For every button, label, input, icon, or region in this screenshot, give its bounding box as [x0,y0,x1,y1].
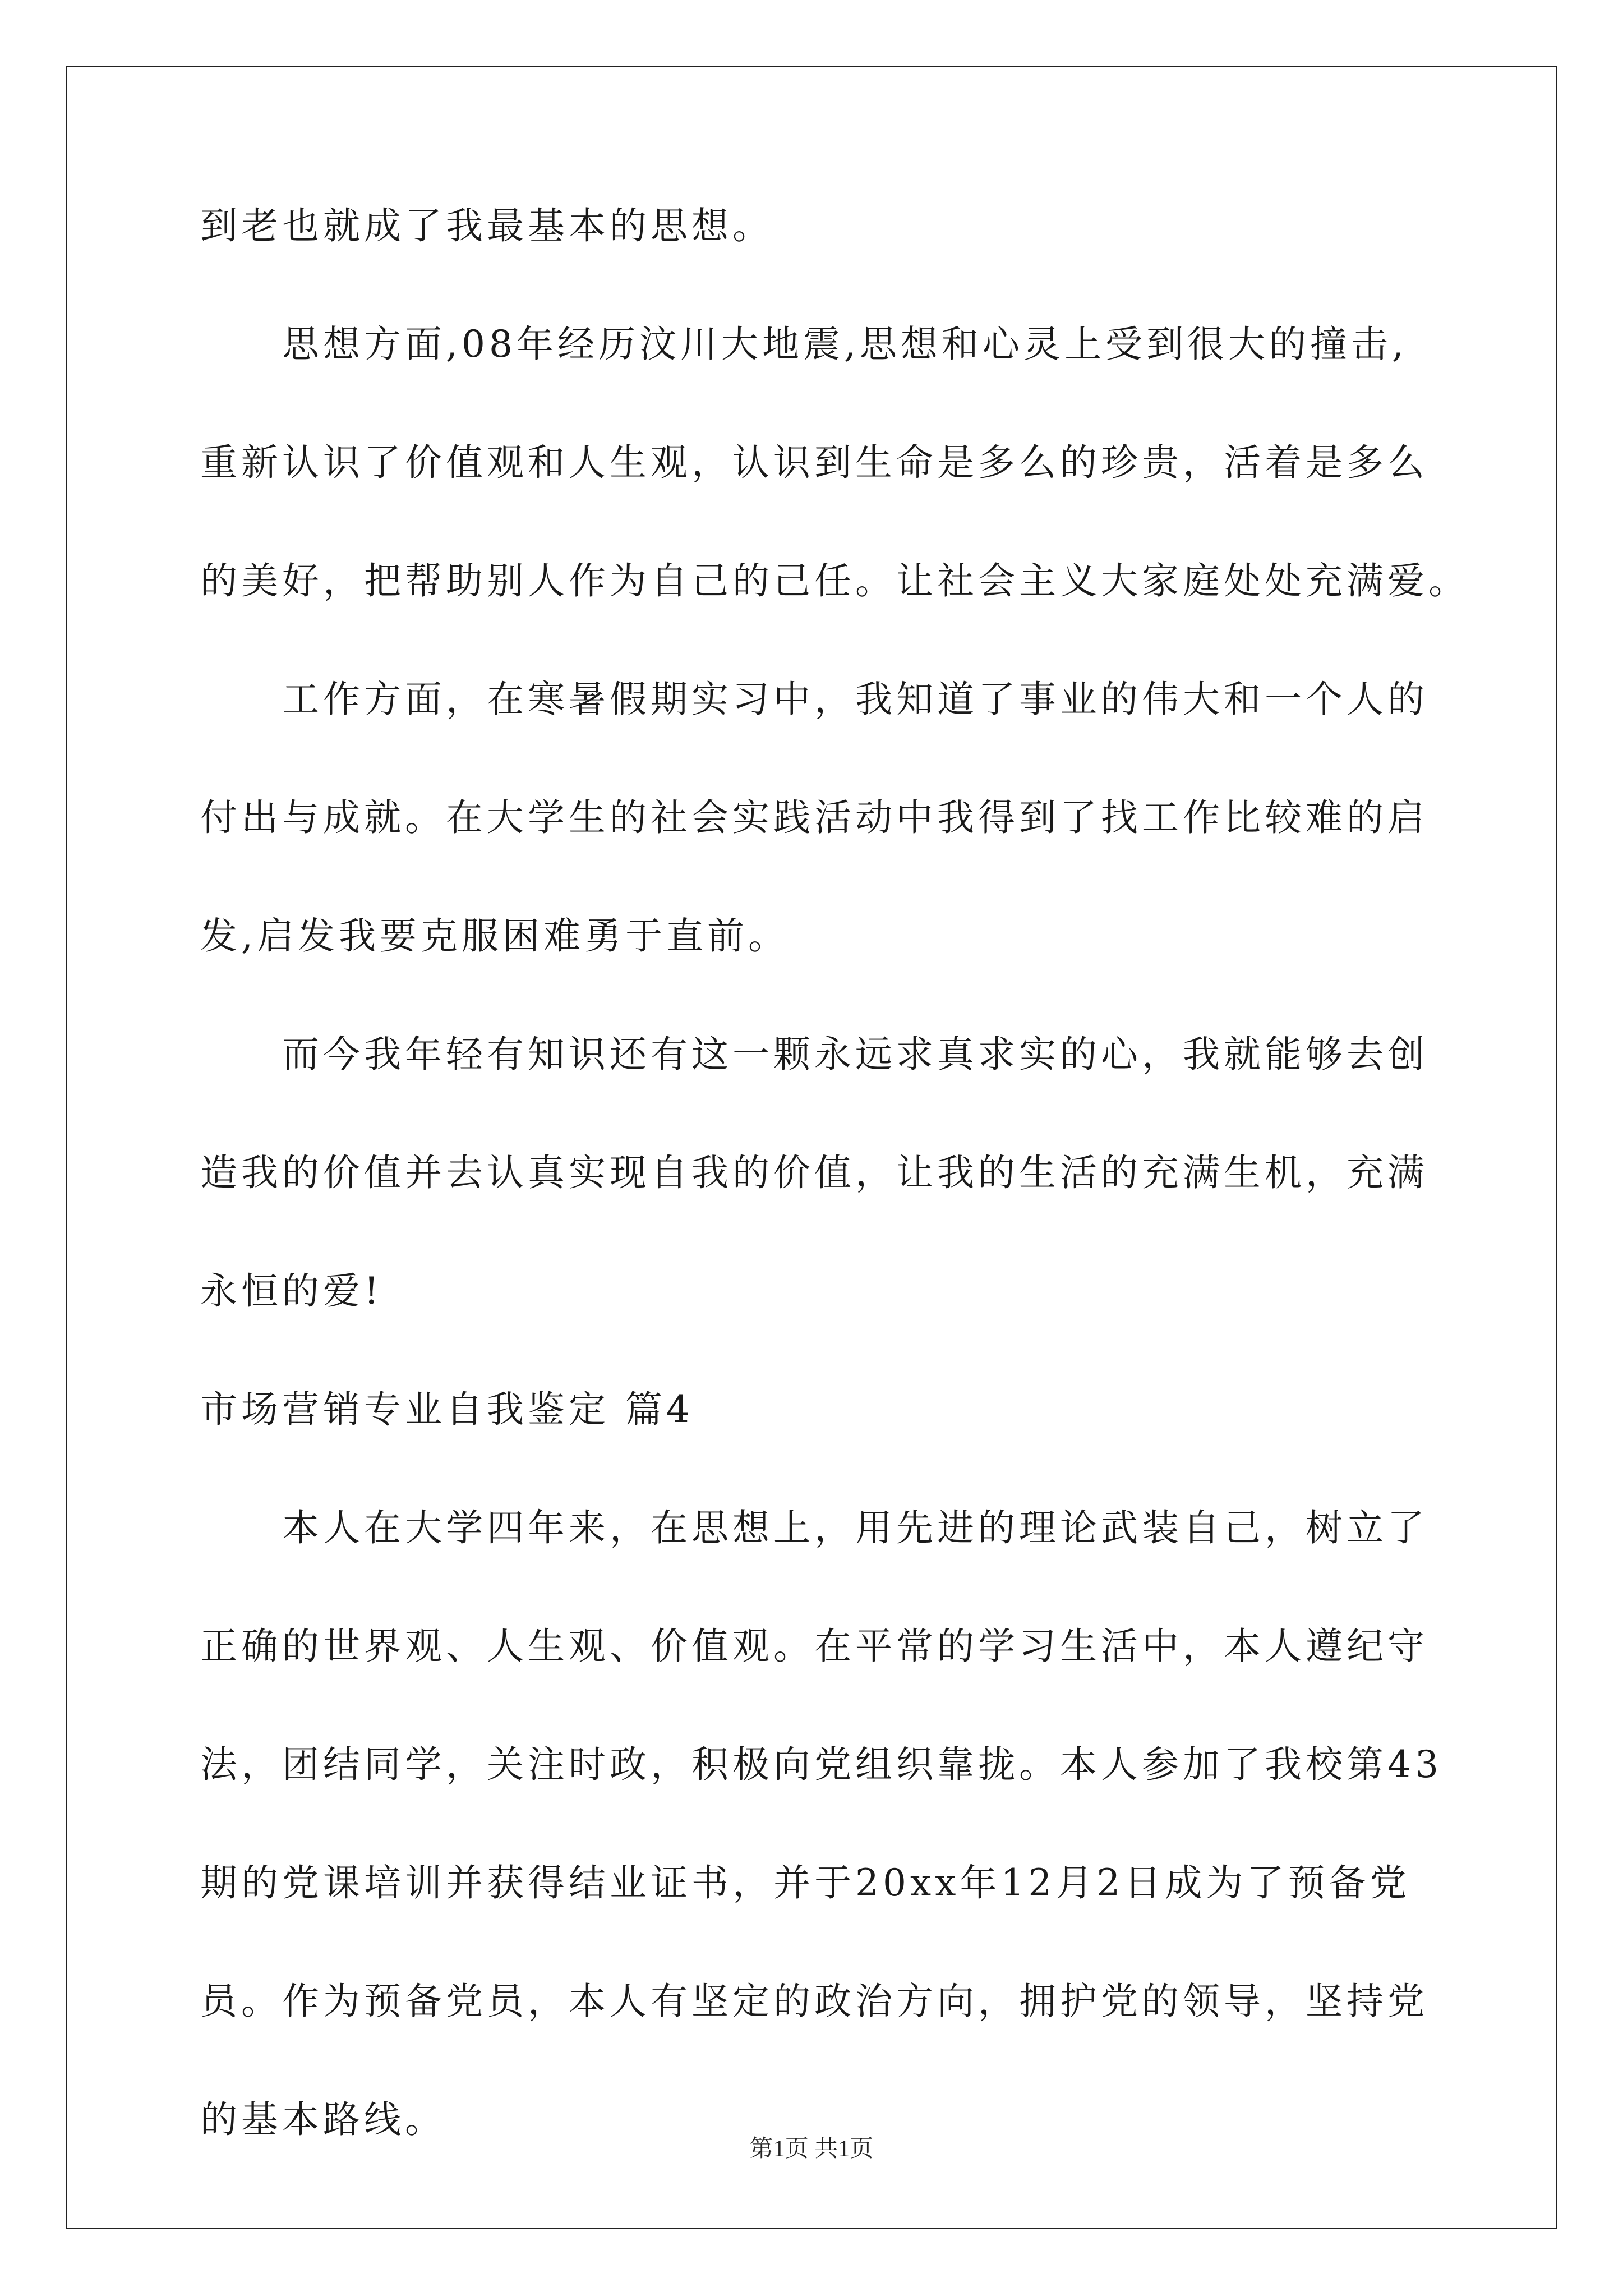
text-line: 思想方面,08年经历汶川大地震,思想和心灵上受到很大的撞击, [282,323,1408,366]
text-line: 期的党课培训并获得结业证书，并于20xx年12月2日成为了预备党 [200,1861,1411,1904]
section-heading: 市场营销专业自我鉴定 篇4 [200,1388,694,1431]
text-line: 重新认识了价值观和人生观，认识到生命是多么的珍贵，活着是多么 [200,441,1428,484]
page-number-footer: 第1页 共1页 [749,2136,874,2162]
text-line: 员。作为预备党员，本人有坚定的政治方向，拥护党的领导，坚持党 [200,1980,1428,2023]
text-line: 法，团结同学，关注时政，积极向党组织靠拢。本人参加了我校第43 [200,1743,1442,1786]
text-line: 付出与成就。在大学生的社会实践活动中我得到了找工作比较难的启 [200,796,1428,839]
text-line: 造我的价值并去认真实现自我的价值，让我的生活的充满生机，充满 [200,1151,1428,1194]
text-line: 到老也就成了我最基本的思想。 [200,204,773,247]
text-line: 的基本路线。 [200,2098,446,2141]
text-line: 永恒的爱! [200,1269,383,1313]
text-line: 而今我年轻有知识还有这一颗永远求真求实的心，我就能够去创 [282,1033,1428,1076]
text-line: 发,启发我要克服困难勇于直前。 [200,914,789,958]
text-line: 本人在大学四年来，在思想上，用先进的理论武装自己，树立了 [282,1506,1428,1549]
document-body [200,204,1469,2220]
text-line: 正确的世界观、人生观、价值观。在平常的学习生活中，本人遵纪守 [200,1625,1428,1668]
text-line: 工作方面，在寒暑假期实习中，我知道了事业的伟大和一个人的 [282,678,1428,721]
text-line: 的美好，把帮助别人作为自己的己任。让社会主义大家庭处处充满爱。 [200,559,1469,602]
